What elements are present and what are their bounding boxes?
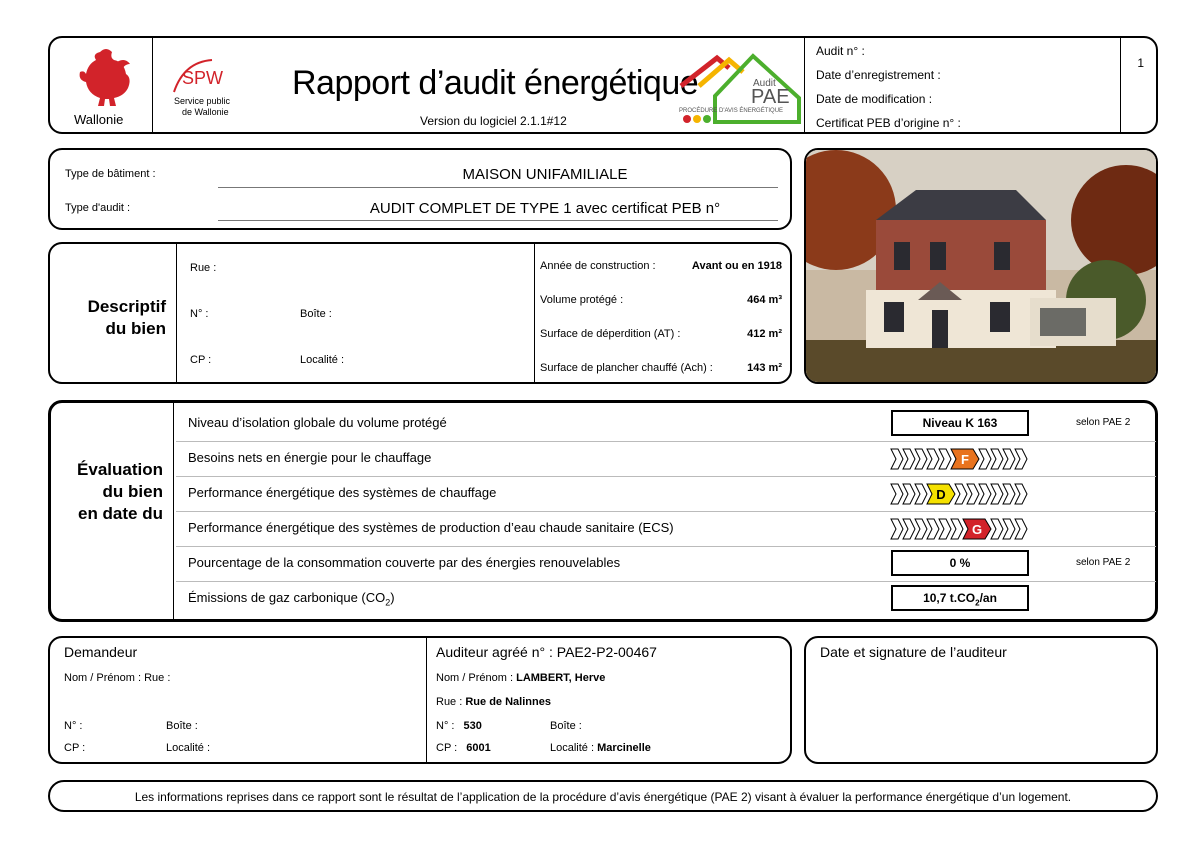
localite-label: Localité : — [300, 354, 345, 366]
demandeur-cp-label: CP : — [64, 742, 86, 754]
energy-scale-step — [979, 484, 991, 504]
energy-scale-step — [967, 484, 979, 504]
auditeur-localite: Localité : Marcinelle — [550, 742, 651, 754]
energy-scale-step — [891, 484, 903, 504]
row-renouvelables — [176, 546, 1156, 582]
footer-note — [48, 780, 1158, 812]
boite-label: Boîte : — [300, 308, 332, 320]
batiment-label: Type de bâtiment : — [65, 168, 156, 180]
row-co2 — [176, 581, 1156, 616]
chauffage-label: Performance énergétique des systèmes de chauffage — [188, 485, 497, 500]
energy-scale-step — [939, 519, 951, 539]
signature-section — [804, 636, 1158, 764]
row-chauffage — [176, 476, 1156, 512]
auditeur-rue: Rue : Rue de Nalinnes — [436, 696, 551, 708]
co2-label: Émissions de gaz carbonique $(CO_2)$ — [188, 590, 395, 608]
energy-grade-letter: D — [936, 487, 946, 502]
deperdition-label: Surface de déperdition (AT) : — [540, 328, 681, 340]
auditeur-nom: Nom / Prénom : LAMBERT, Herve — [436, 672, 606, 684]
modification-label: Date de modification : — [816, 92, 933, 106]
row-isolation — [176, 406, 1156, 442]
energy-scale-step — [927, 519, 939, 539]
page-title: Rapport d’audit énergétique — [292, 64, 699, 102]
renouvelables-value: 0 % — [891, 550, 1029, 576]
header-divider — [152, 38, 153, 132]
audit-type-label: Type d'audit : — [65, 202, 131, 214]
besoins-label: Besoins nets en énergie pour le chauffage — [188, 450, 432, 465]
energy-scale-step — [991, 484, 1003, 504]
deperdition-value: 412 m² — [747, 328, 782, 340]
energy-scale-step — [1015, 519, 1027, 539]
co2-value: 10,7 $t.CO_2/an$ — [891, 585, 1029, 611]
audit-no-label: Audit n° : — [816, 44, 865, 58]
energy-scale-step — [915, 449, 927, 469]
demandeur-nom-rue-label: Nom / Prénom : Rue : — [64, 672, 171, 684]
spw-sub1: Service public — [174, 96, 231, 106]
energy-scale-step — [1003, 519, 1015, 539]
certificat-label: Certificat PEB d’origine n° : — [816, 116, 961, 130]
wallonie-label: Wallonie — [74, 112, 124, 127]
energy-scale-step — [891, 449, 903, 469]
enregistrement-label: Date d’enregistrement : — [816, 68, 941, 82]
house-photo — [804, 148, 1158, 384]
energy-scale-step — [903, 519, 915, 539]
demandeur-auditeur-section — [48, 636, 792, 764]
report-header — [48, 36, 1158, 134]
row-ecs — [176, 511, 1156, 547]
energy-scale-step — [1015, 484, 1027, 504]
auditeur-cp: CP : 6001 — [436, 742, 491, 754]
energy-scale-step — [979, 449, 991, 469]
energy-scale-step — [915, 519, 927, 539]
isolation-label: Niveau d’isolation globale du volume protégé — [188, 415, 447, 430]
header-divider-3 — [1120, 38, 1121, 132]
energy-scale-step — [1003, 449, 1015, 469]
energy-grade-letter: G — [971, 522, 983, 537]
spw-sub2: de Wallonie — [182, 107, 229, 117]
row-besoins — [176, 441, 1156, 477]
ecs-label: Performance énergétique des systèmes de production d’eau chaude sanitaire (ECS) — [188, 520, 674, 535]
plancher-value: 143 m² — [747, 362, 782, 374]
rue-label: Rue : — [190, 262, 217, 274]
annee-label: Année de construction : — [540, 260, 656, 272]
spw-logo: SPW — [172, 56, 232, 96]
batiment-value: MAISON UNIFAMILIALE — [462, 166, 628, 183]
software-version: Version du logiciel 2.1.1#12 — [420, 114, 567, 128]
demandeur-no-label: N° : — [64, 720, 83, 732]
energy-scale-step — [1015, 449, 1027, 469]
energy-scale-step — [951, 519, 963, 539]
annee-value: Avant ou en 1918 — [691, 260, 782, 272]
descriptif-section — [48, 242, 792, 384]
page-number: 1 — [1137, 56, 1144, 70]
evaluation-section — [48, 400, 1158, 622]
auditeur-no: N° : 530 — [436, 720, 482, 732]
no-label: N° : — [190, 308, 209, 320]
signature-title: Date et signature de l’auditeur — [820, 644, 1007, 660]
energy-scale — [889, 482, 1039, 506]
type-section — [48, 148, 792, 230]
header-divider-2 — [804, 38, 805, 132]
pae-audit-logo: Audit PAE PROCÉDURE D'AVIS ÉNERGÉTIQUE — [677, 46, 802, 128]
energy-scale-step — [903, 449, 915, 469]
volume-value: 464 m³ — [747, 294, 782, 306]
footer-text: Les informations reprises dans ce rapport sont le résultat de l’application de la procédure d’avis énergétique (PAE 2) visant à évaluer la performance énergétique d’un logement. — [134, 790, 1072, 804]
renouvelables-label: Pourcentage de la consommation couverte par des énergies renouvelables — [188, 555, 621, 570]
energy-scale-step — [1003, 484, 1015, 504]
auditeur-boite-label: Boîte : — [550, 720, 582, 732]
isolation-note: selon PAE 2 — [1076, 417, 1131, 428]
demandeur-boite-label: Boîte : — [166, 720, 198, 732]
energy-scale-step — [991, 519, 1003, 539]
cp-label: CP : — [190, 354, 212, 366]
energy-scale-step — [991, 449, 1003, 469]
energy-grade-letter: F — [961, 452, 969, 467]
isolation-value: Niveau K 163 — [891, 410, 1029, 436]
renouvelables-note: selon PAE 2 — [1076, 557, 1131, 568]
auditeur-title: Auditeur agréé n° : PAE2-P2-00467 — [436, 644, 657, 660]
energy-scale-step — [891, 519, 903, 539]
wallonie-rooster-logo — [70, 46, 140, 108]
energy-scale-step — [927, 449, 939, 469]
energy-scale-step — [915, 484, 927, 504]
descriptif-title: Descriptif du bien — [87, 297, 166, 338]
energy-scale — [889, 517, 1039, 541]
audit-type-value: AUDIT COMPLET DE TYPE 1 avec certificat PEB n° — [369, 200, 721, 217]
plancher-label: Surface de plancher chauffé (Ach) : — [540, 362, 713, 374]
energy-scale — [889, 447, 1039, 471]
energy-scale-step — [955, 484, 967, 504]
energy-scale-step — [939, 449, 951, 469]
energy-scale-step — [903, 484, 915, 504]
evaluation-title: Évaluation du bien en date du — [77, 460, 163, 523]
demandeur-localite-label: Localité : — [166, 742, 211, 754]
volume-label: Volume protégé : — [540, 294, 624, 306]
demandeur-title: Demandeur — [64, 644, 138, 660]
